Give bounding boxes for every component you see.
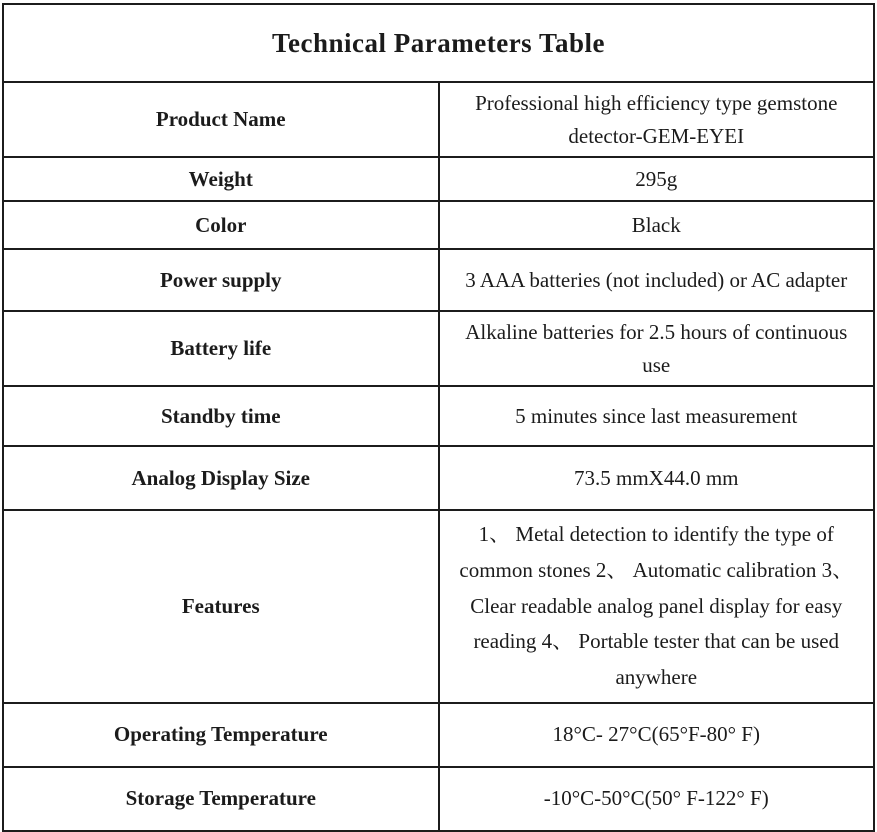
table-row	[3, 767, 874, 831]
param-value: Professional high efficiency type gemstone detector-GEM-EYEI	[439, 82, 875, 157]
param-value: Black	[439, 201, 875, 249]
table-row	[3, 311, 874, 386]
table-row	[3, 446, 874, 510]
param-label: Weight	[3, 157, 439, 201]
title-row	[3, 4, 874, 82]
param-value: -10°C-50°C(50° F-122° F)	[439, 767, 875, 831]
param-label: Power supply	[3, 249, 439, 311]
param-label: Operating Temperature	[3, 703, 439, 767]
table-row	[3, 201, 874, 249]
param-label: Analog Display Size	[3, 446, 439, 510]
technical-parameters-table	[2, 3, 875, 832]
table-row	[3, 510, 874, 702]
param-value: Alkaline batteries for 2.5 hours of continuous use	[439, 311, 875, 386]
table-row	[3, 249, 874, 311]
table-row	[3, 82, 874, 157]
table-row	[3, 703, 874, 767]
param-value: 1、 Metal detection to identify the type of common stones 2、 Automatic calibration 3、 Clear readable analog panel display for easy reading 4、 Portable tester that can be used anywhere	[439, 510, 875, 702]
param-label: Product Name	[3, 82, 439, 157]
param-value: 295g	[439, 157, 875, 201]
page-title: Technical Parameters Table	[3, 4, 874, 82]
param-label: Standby time	[3, 386, 439, 446]
param-label: Color	[3, 201, 439, 249]
param-value: 5 minutes since last measurement	[439, 386, 875, 446]
table-row	[3, 157, 874, 201]
param-value: 73.5 mmX44.0 mm	[439, 446, 875, 510]
param-label: Battery life	[3, 311, 439, 386]
param-value: 18°C- 27°C(65°F-80° F)	[439, 703, 875, 767]
param-label: Storage Temperature	[3, 767, 439, 831]
param-value: 3 AAA batteries (not included) or AC adapter	[439, 249, 875, 311]
param-label: Features	[3, 510, 439, 702]
table-row	[3, 386, 874, 446]
